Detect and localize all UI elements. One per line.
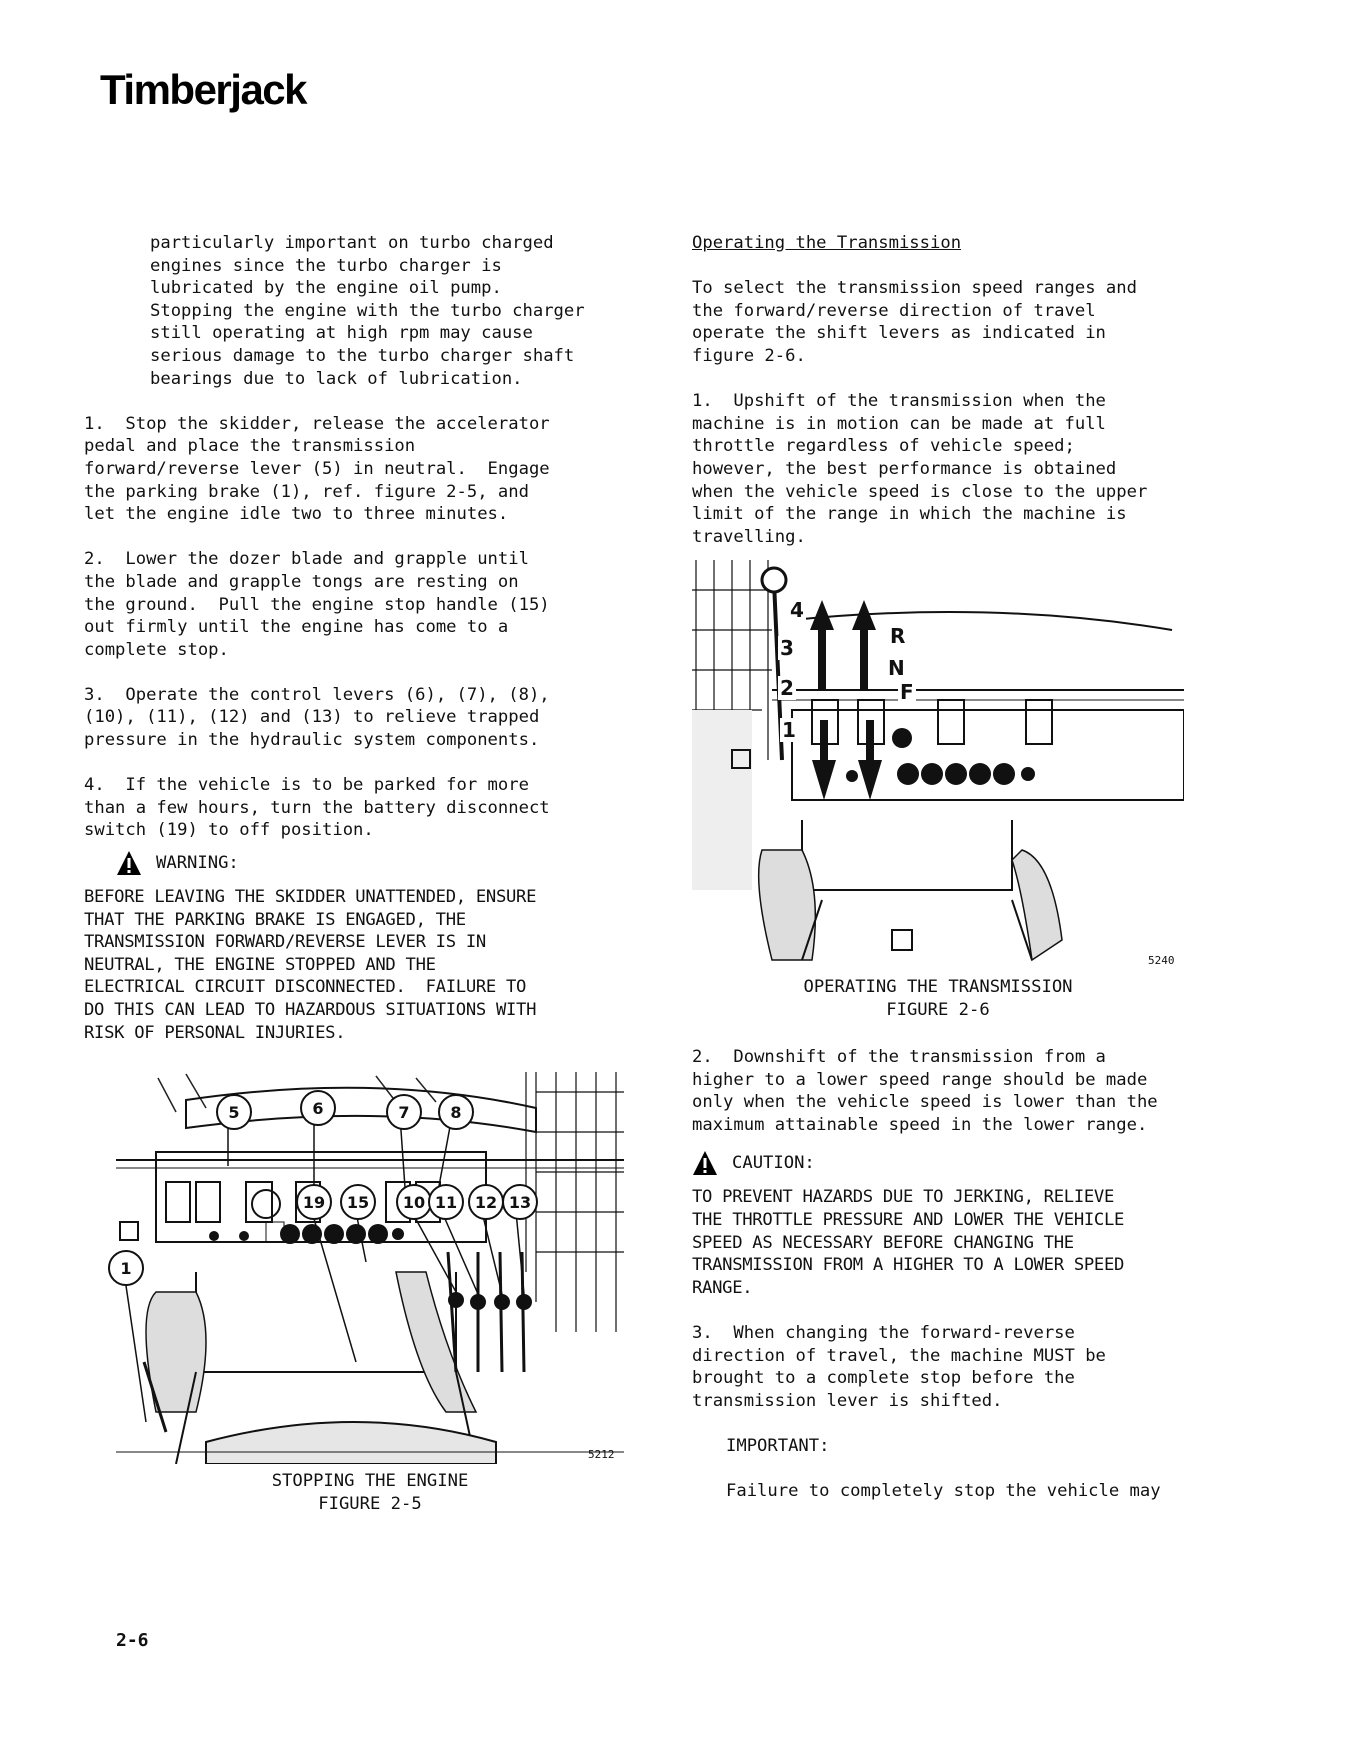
caution-text [692, 1186, 1192, 1299]
intro-line: particularly important on turbo charged [150, 233, 554, 253]
step-line: 1. Upshift of the transmission when the [692, 391, 1106, 412]
intro-line: Stopping the engine with the turbo charger [150, 300, 585, 321]
intro-line: lubricated by the engine oil pump. [150, 278, 502, 299]
caution-label: CAUTION: [732, 1153, 815, 1174]
step-line: complete stop. [84, 639, 229, 660]
caution-line: THE THROTTLE PRESSURE AND LOWER THE VEHICLE [692, 1209, 1125, 1230]
warning-heading [116, 850, 636, 876]
figure-ref: 5212 [588, 1448, 615, 1461]
caption-figure-number: FIGURE 2-6 [886, 999, 990, 1020]
intro-line: the forward/reverse direction of travel [692, 300, 1096, 321]
warning-line: BEFORE LEAVING THE SKIDDER UNATTENDED, ENSURE [84, 887, 537, 908]
step-line: only when the vehicle speed is lower than the [692, 1092, 1158, 1113]
step-line: the blade and grapple tongs are resting on [84, 571, 519, 592]
step-line: 1. Stop the skidder, release the accelerator [84, 413, 550, 434]
warning-icon [116, 850, 142, 876]
callout-8: 8 [438, 1094, 474, 1130]
intro-line: engines since the turbo charger is [150, 255, 502, 276]
step-line: 4. If the vehicle is to be parked for more [84, 775, 529, 796]
gear-label-3: 3 [780, 636, 794, 660]
step-line: the parking brake (1), ref. figure 2-5, and [84, 481, 529, 502]
callout-1: 1 [108, 1250, 144, 1286]
transmission-illustration [692, 560, 1184, 966]
intro-line: To select the transmission speed ranges and [692, 278, 1137, 299]
step-line: higher to a lower speed range should be made [692, 1069, 1148, 1090]
section-heading: Operating the Transmission [692, 233, 962, 253]
callout-12: 12 [468, 1184, 504, 1220]
step-line: than a few hours, turn the battery disconnect [84, 797, 550, 818]
stopping-engine-illustration [116, 1072, 624, 1464]
step-line: switch (19) to off position. [84, 820, 374, 841]
right-intro [692, 277, 1192, 367]
step-4 [84, 774, 636, 842]
figure-2-6-caption [692, 976, 1184, 1021]
caption-figure-number: FIGURE 2-5 [318, 1493, 422, 1514]
step-3 [84, 684, 636, 752]
page-number: 2-6 [116, 1630, 149, 1651]
intro-line: operate the shift levers as indicated in [692, 323, 1106, 344]
gear-label-n: N [888, 656, 905, 680]
step-line: 2. Downshift of the transmission from a [692, 1047, 1106, 1067]
figure-2-5-caption [116, 1470, 624, 1515]
step-line: 3. When changing the forward-reverse [692, 1322, 1075, 1343]
gear-label-4: 4 [790, 598, 804, 622]
warning-line: ELECTRICAL CIRCUIT DISCONNECTED. FAILURE TO [84, 977, 527, 998]
callout-7: 7 [386, 1094, 422, 1130]
step-line: direction of travel, the machine MUST be [692, 1345, 1106, 1366]
step-line: however, the best performance is obtained [692, 458, 1117, 479]
step-line: transmission lever is shifted. [692, 1390, 1003, 1411]
step-line: forward/reverse lever (5) in neutral. Engage [84, 458, 550, 479]
warning-line: NEUTRAL, THE ENGINE STOPPED AND THE [84, 954, 436, 975]
right-step-1 [692, 390, 1192, 548]
important-text: Failure to completely stop the vehicle may [726, 1481, 1161, 1502]
figure-stopping-engine [116, 1072, 624, 1464]
step-line: machine is in motion can be made at full [692, 413, 1106, 434]
intro-paragraph [116, 232, 636, 390]
step-line: maximum attainable speed in the lower range. [692, 1114, 1148, 1135]
warning-line: THAT THE PARKING BRAKE IS ENGAGED, THE [84, 909, 466, 930]
callout-5: 5 [216, 1094, 252, 1130]
caution-line: SPEED AS NECESSARY BEFORE CHANGING THE [692, 1232, 1074, 1253]
figure-ref: 5240 [1148, 954, 1175, 966]
right-column [692, 232, 1192, 548]
step-line: pedal and place the transmission [84, 436, 416, 457]
step-2 [84, 548, 636, 661]
step-1 [84, 413, 636, 526]
left-column [84, 232, 636, 1044]
gear-label-1: 1 [782, 718, 796, 742]
callout-11: 11 [428, 1184, 464, 1220]
intro-line: serious damage to the turbo charger shaft [150, 345, 575, 366]
gear-label-r: R [890, 624, 906, 648]
step-line: travelling. [692, 526, 806, 547]
intro-line: bearings due to lack of lubrication. [150, 368, 523, 389]
figure-operating-transmission [692, 560, 1184, 966]
right-step-3 [692, 1322, 1192, 1412]
callout-13: 13 [502, 1184, 538, 1220]
caution-heading [692, 1150, 1192, 1176]
warning-label: WARNING: [156, 852, 239, 873]
warning-text [84, 886, 636, 1044]
caution-icon [692, 1150, 718, 1176]
step-line: (10), (11), (12) and (13) to relieve trapped [84, 707, 540, 728]
callout-15: 15 [340, 1184, 376, 1220]
step-line: 3. Operate the control levers (6), (7), (8), [84, 684, 550, 705]
right-lower-section [692, 1046, 1192, 1503]
brand-logo: Timberjack [100, 66, 307, 113]
warning-line: DO THIS CAN LEAD TO HAZARDOUS SITUATIONS WITH [84, 1000, 537, 1020]
step-line: 2. Lower the dozer blade and grapple until [84, 549, 529, 570]
gear-label-2: 2 [780, 676, 794, 700]
intro-line: figure 2-6. [692, 345, 806, 366]
intro-line: still operating at high rpm may cause [150, 323, 533, 344]
callout-19: 19 [296, 1184, 332, 1220]
step-line: let the engine idle two to three minutes. [84, 504, 509, 525]
right-step-2 [692, 1046, 1192, 1136]
caution-line: RANGE. [692, 1277, 753, 1298]
step-line: pressure in the hydraulic system components. [84, 730, 540, 751]
caution-line: TRANSMISSION FROM A HIGHER TO A LOWER SPEED [692, 1255, 1125, 1276]
step-line: throttle regardless of vehicle speed; [692, 436, 1075, 457]
step-line: out firmly until the engine has come to a [84, 617, 509, 638]
step-line: limit of the range in which the machine is [692, 504, 1127, 525]
step-line: when the vehicle speed is close to the upper [692, 481, 1148, 502]
callout-6: 6 [300, 1090, 336, 1126]
important-label: IMPORTANT: [726, 1435, 830, 1456]
caption-title: OPERATING THE TRANSMISSION [803, 977, 1073, 997]
warning-line: RISK OF PERSONAL INJURIES. [84, 1022, 346, 1043]
step-line: the ground. Pull the engine stop handle (15) [84, 594, 550, 615]
callout-10: 10 [396, 1184, 432, 1220]
caution-line: TO PREVENT HAZARDS DUE TO JERKING, RELIEVE [692, 1187, 1115, 1208]
caption-title: STOPPING THE ENGINE [271, 1471, 469, 1491]
warning-line: TRANSMISSION FORWARD/REVERSE LEVER IS IN [84, 932, 486, 953]
gear-label-f: F [900, 680, 914, 704]
step-line: brought to a complete stop before the [692, 1368, 1075, 1389]
